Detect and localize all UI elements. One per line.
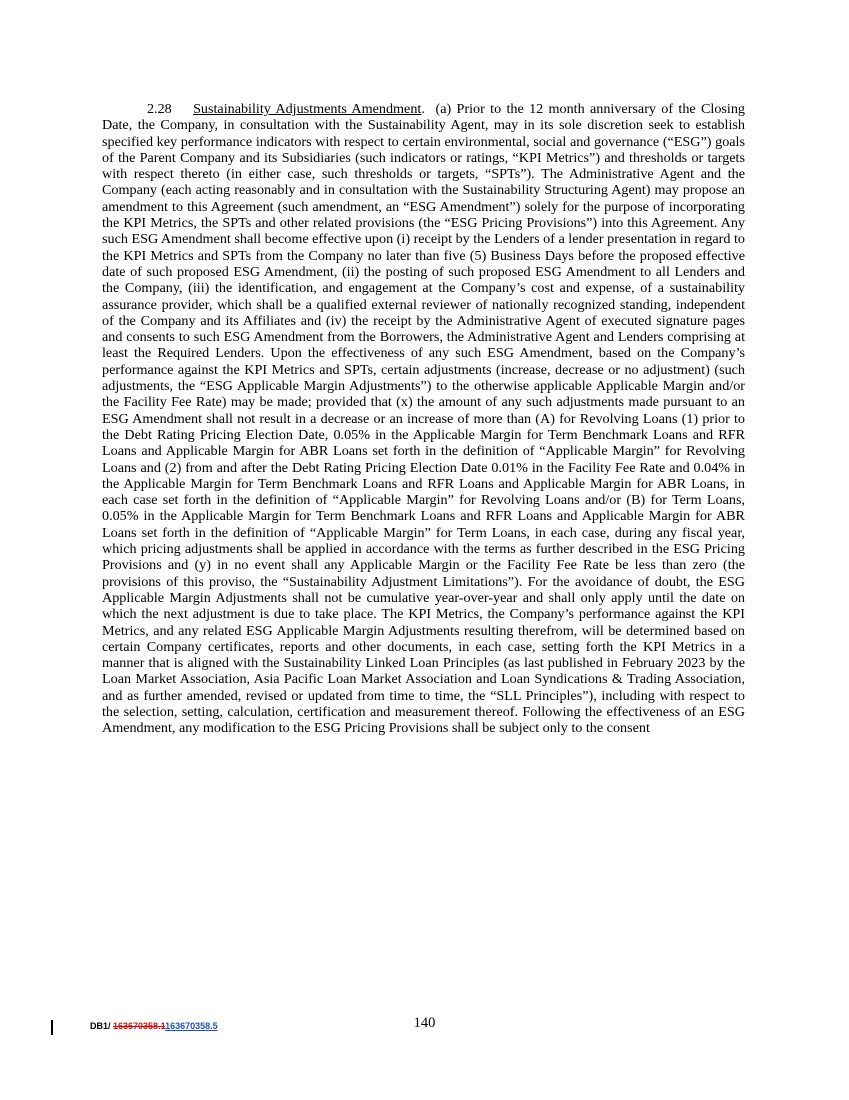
change-bar <box>51 1020 53 1035</box>
document-id <box>90 1021 218 1031</box>
section-title-suffix: . <box>421 101 425 117</box>
document-id-prefix: DB1/ <box>90 1021 114 1031</box>
section-title: Sustainability Adjustments Amendment <box>193 101 422 117</box>
section-number: 2.28 <box>147 101 172 117</box>
document-id-deleted: 163670358.1 <box>113 1021 166 1031</box>
section-paragraph <box>102 101 745 737</box>
page-number: 140 <box>413 1015 436 1031</box>
section-body: (a) Prior to the 12 month anniversary of the Closing Date, the Company, in consultation with the Sustainability Agent, may in its sole discretion seek to establish specified key performance indicators with respect to certain environmental, social and governance (“ESG”) goals of the Parent Company and its Subsidiaries (such indicators or ratings, “KPI Metrics”) and thresholds or targets with respect thereto (in either case, such thresholds or targets, “SPTs”). The Administrative Agent and the Company (each acting reasonably and in consultation with the Sustainability Structuring Agent) may propose an amendment to this Agreement (such amendment, an “ESG Amendment”) solely for the purpose of incorporating the KPI Metrics, the SPTs and other related provisions (the “ESG Pricing Provisions”) into this Agreement. Any such ESG Amendment shall become effective upon (i) receipt by the Lenders of a lender presentation in regard to the KPI Metrics and SPTs from the Company no later than five (5) Business Days before the proposed effective date of such proposed ESG Amendment, (ii) the posting of such proposed ESG Amendment to all Lenders and the Company, (iii) the identification, and engagement at the Company’s cost and expense, of a sustainability assurance provider, which shall be a qualified external reviewer of nationally recognized standing, independent of the Company and its Affiliates and (iv) the receipt by the Administrative Agent of executed signature pages and consents to such ESG Amendment from the Borrowers, the Administrative Agent and Lenders comprising at least the Required Lenders. Upon the effectiveness of any such ESG Amendment, based on the Company’s performance against the KPI Metrics and SPTs, certain adjustments (increase, decrease or no adjustment) (such adjustments, the “ESG Applicable Margin Adjustments”) to the otherwise applicable Applicable Margin and/or the Facility Fee Rate) may be made; provided that (x) the amount of any such adjustments made pursuant to an ESG Amendment shall not result in a decrease or an increase of more than (A) for Revolving Loans (1) prior to the Debt Rating Pricing Election Date, 0.05% in the Applicable Margin for Term Benchmark Loans and RFR Loans and Applicable Margin for ABR Loans set forth in the definition of “Applicable Margin” for Revolving Loans and (2) from and after the Debt Rating Pricing Election Date 0.01% in the Facility Fee Rate and 0.04% in the Applicable Margin for Term Benchmark Loans and RFR Loans and Applicable Margin for ABR Loans, in each case set forth in the definition of “Applicable Margin” for Revolving Loans and/or (B) for Term Loans, 0.05% in the Applicable Margin for Term Benchmark Loans and RFR Loans and Applicable Margin for ABR Loans set forth in the definition of “Applicable Margin” for Term Loans, in each case, during any fiscal year, which pricing adjustments shall be applied in accordance with the terms as further described in the ESG Pricing Provisions and (y) in no event shall any Applicable Margin or the Facility Fee Rate be less than zero (the provisions of this proviso, the “Sustainability Adjustment Limitations”). For the avoidance of doubt, the ESG Applicable Margin Adjustments shall not be cumulative year-over-year and shall only apply until the date on which the next adjustment is due to take place. The KPI Metrics, the Company’s performance against the KPI Metrics, and any related ESG Applicable Margin Adjustments resulting therefrom, will be determined based on certain Company certificates, reports and other documents, in each case, setting forth the KPI Metrics in a manner that is aligned with the Sustainability Linked Loan Principles (as last published in February 2023 by the Loan Market Association, Asia Pacific Loan Market Association and Loan Syndications & Trading Association, and as further amended, revised or updated from time to time, the “SLL Principles”), including with respect to the selection, setting, calculation, certification and measurement thereof. Following the effectiveness of an ESG Amendment, any modification to the ESG Pricing Provisions shall be subject only to the consent <box>102 101 745 737</box>
document-id-inserted: 163670358.5 <box>165 1021 218 1031</box>
